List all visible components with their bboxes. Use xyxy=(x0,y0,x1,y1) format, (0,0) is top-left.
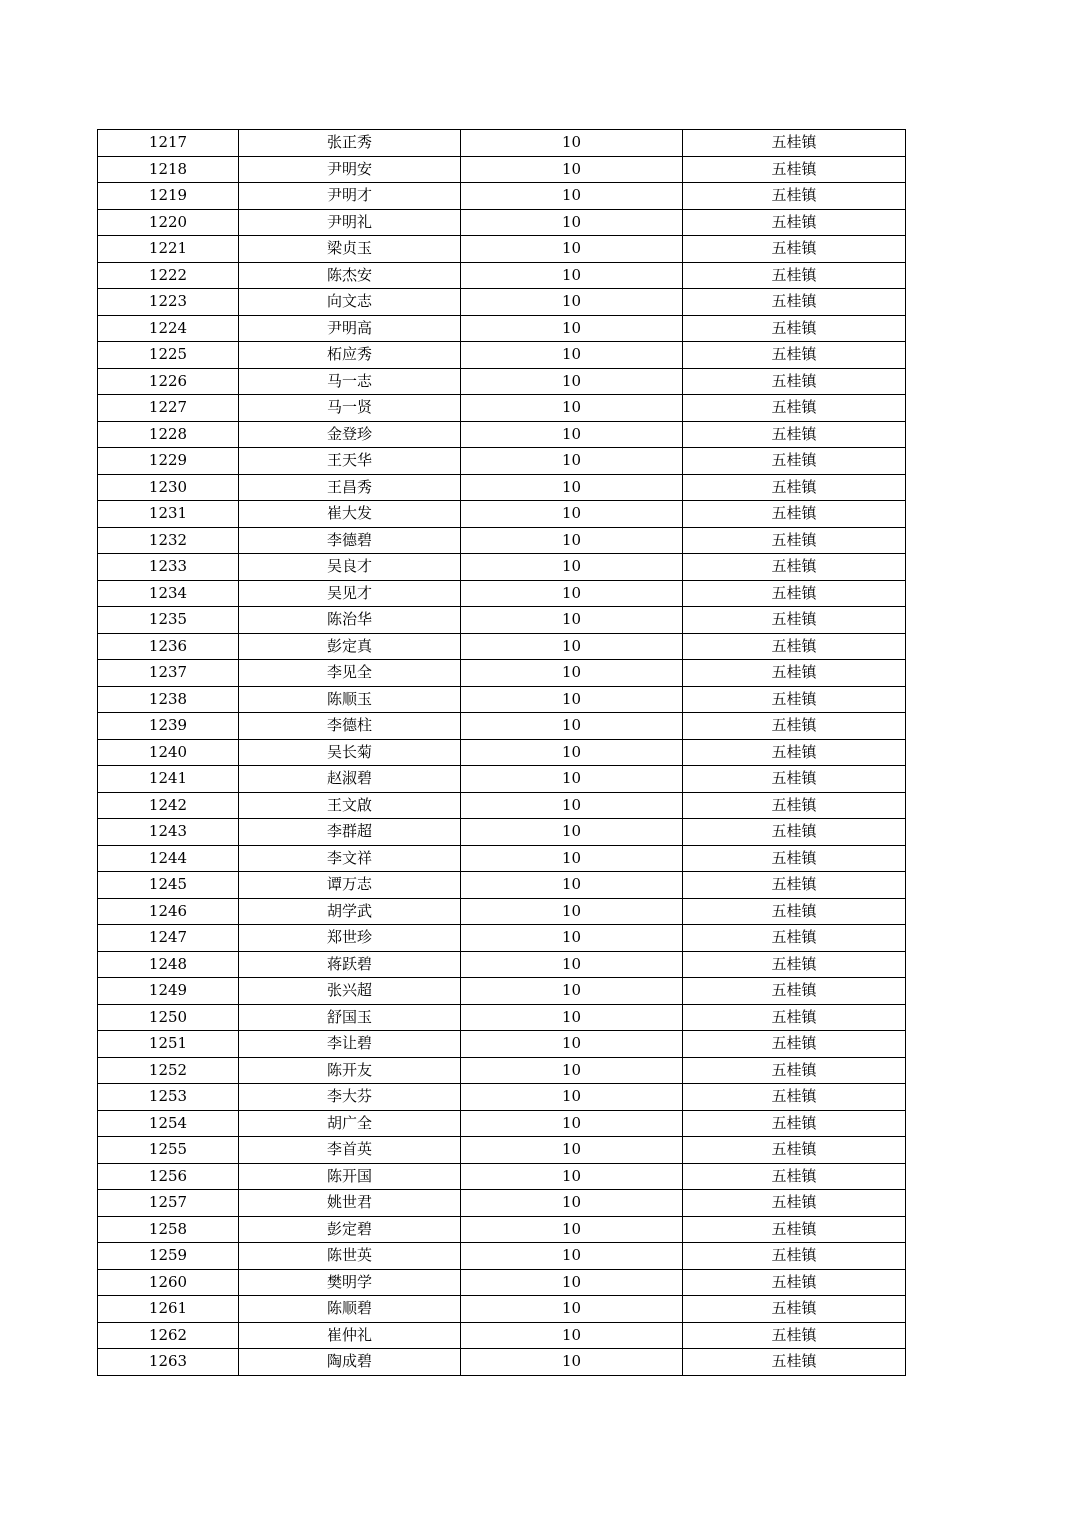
town-cell: 五桂镇 xyxy=(683,792,906,819)
row-number-cell: 1253 xyxy=(98,1084,239,1111)
name-cell: 陈顺碧 xyxy=(239,1296,461,1323)
table-row xyxy=(98,1269,906,1296)
amount-cell: 10 xyxy=(461,501,683,528)
town-cell: 五桂镇 xyxy=(683,1057,906,1084)
name-cell: 尹明安 xyxy=(239,156,461,183)
amount-cell: 10 xyxy=(461,1349,683,1376)
town-cell: 五桂镇 xyxy=(683,236,906,263)
row-number-cell: 1245 xyxy=(98,872,239,899)
town-cell: 五桂镇 xyxy=(683,368,906,395)
row-number-cell: 1246 xyxy=(98,898,239,925)
amount-cell: 10 xyxy=(461,342,683,369)
town-cell: 五桂镇 xyxy=(683,766,906,793)
data-table xyxy=(97,129,906,1376)
table-row xyxy=(98,1216,906,1243)
row-number-cell: 1229 xyxy=(98,448,239,475)
town-cell: 五桂镇 xyxy=(683,1269,906,1296)
amount-cell: 10 xyxy=(461,607,683,634)
table-body xyxy=(98,130,906,1376)
table-row xyxy=(98,633,906,660)
table-row xyxy=(98,1349,906,1376)
table-row xyxy=(98,209,906,236)
row-number-cell: 1235 xyxy=(98,607,239,634)
table-row xyxy=(98,1296,906,1323)
name-cell: 李德碧 xyxy=(239,527,461,554)
name-cell: 张正秀 xyxy=(239,130,461,157)
table-row xyxy=(98,554,906,581)
name-cell: 王文啟 xyxy=(239,792,461,819)
amount-cell: 10 xyxy=(461,898,683,925)
amount-cell: 10 xyxy=(461,236,683,263)
table-row xyxy=(98,501,906,528)
table-row xyxy=(98,951,906,978)
town-cell: 五桂镇 xyxy=(683,1004,906,1031)
row-number-cell: 1247 xyxy=(98,925,239,952)
row-number-cell: 1231 xyxy=(98,501,239,528)
row-number-cell: 1259 xyxy=(98,1243,239,1270)
town-cell: 五桂镇 xyxy=(683,660,906,687)
amount-cell: 10 xyxy=(461,1137,683,1164)
row-number-cell: 1220 xyxy=(98,209,239,236)
table-row xyxy=(98,262,906,289)
table-row xyxy=(98,289,906,316)
amount-cell: 10 xyxy=(461,1110,683,1137)
table-row xyxy=(98,1084,906,1111)
amount-cell: 10 xyxy=(461,686,683,713)
row-number-cell: 1241 xyxy=(98,766,239,793)
name-cell: 陈世英 xyxy=(239,1243,461,1270)
name-cell: 吴见才 xyxy=(239,580,461,607)
name-cell: 陈开友 xyxy=(239,1057,461,1084)
amount-cell: 10 xyxy=(461,633,683,660)
table-row xyxy=(98,236,906,263)
row-number-cell: 1254 xyxy=(98,1110,239,1137)
row-number-cell: 1239 xyxy=(98,713,239,740)
row-number-cell: 1224 xyxy=(98,315,239,342)
town-cell: 五桂镇 xyxy=(683,1190,906,1217)
town-cell: 五桂镇 xyxy=(683,448,906,475)
name-cell: 马一贤 xyxy=(239,395,461,422)
amount-cell: 10 xyxy=(461,580,683,607)
name-cell: 吴长菊 xyxy=(239,739,461,766)
row-number-cell: 1238 xyxy=(98,686,239,713)
name-cell: 李德柱 xyxy=(239,713,461,740)
name-cell: 崔仲礼 xyxy=(239,1322,461,1349)
table-row xyxy=(98,315,906,342)
row-number-cell: 1228 xyxy=(98,421,239,448)
row-number-cell: 1242 xyxy=(98,792,239,819)
row-number-cell: 1263 xyxy=(98,1349,239,1376)
table-row xyxy=(98,183,906,210)
town-cell: 五桂镇 xyxy=(683,686,906,713)
town-cell: 五桂镇 xyxy=(683,474,906,501)
row-number-cell: 1261 xyxy=(98,1296,239,1323)
amount-cell: 10 xyxy=(461,951,683,978)
table-row xyxy=(98,156,906,183)
row-number-cell: 1218 xyxy=(98,156,239,183)
town-cell: 五桂镇 xyxy=(683,633,906,660)
amount-cell: 10 xyxy=(461,1004,683,1031)
name-cell: 陈顺玉 xyxy=(239,686,461,713)
town-cell: 五桂镇 xyxy=(683,1349,906,1376)
town-cell: 五桂镇 xyxy=(683,580,906,607)
table-row xyxy=(98,448,906,475)
name-cell: 李群超 xyxy=(239,819,461,846)
amount-cell: 10 xyxy=(461,554,683,581)
table-row xyxy=(98,872,906,899)
name-cell: 吴良才 xyxy=(239,554,461,581)
table-row xyxy=(98,792,906,819)
amount-cell: 10 xyxy=(461,713,683,740)
town-cell: 五桂镇 xyxy=(683,342,906,369)
name-cell: 李见全 xyxy=(239,660,461,687)
town-cell: 五桂镇 xyxy=(683,262,906,289)
row-number-cell: 1225 xyxy=(98,342,239,369)
town-cell: 五桂镇 xyxy=(683,925,906,952)
amount-cell: 10 xyxy=(461,766,683,793)
table-row xyxy=(98,686,906,713)
town-cell: 五桂镇 xyxy=(683,978,906,1005)
name-cell: 金登珍 xyxy=(239,421,461,448)
row-number-cell: 1243 xyxy=(98,819,239,846)
row-number-cell: 1255 xyxy=(98,1137,239,1164)
amount-cell: 10 xyxy=(461,448,683,475)
amount-cell: 10 xyxy=(461,1243,683,1270)
row-number-cell: 1226 xyxy=(98,368,239,395)
amount-cell: 10 xyxy=(461,1216,683,1243)
row-number-cell: 1257 xyxy=(98,1190,239,1217)
row-number-cell: 1236 xyxy=(98,633,239,660)
amount-cell: 10 xyxy=(461,792,683,819)
amount-cell: 10 xyxy=(461,739,683,766)
town-cell: 五桂镇 xyxy=(683,289,906,316)
town-cell: 五桂镇 xyxy=(683,1110,906,1137)
row-number-cell: 1233 xyxy=(98,554,239,581)
table-row xyxy=(98,713,906,740)
name-cell: 郑世珍 xyxy=(239,925,461,952)
name-cell: 陶成碧 xyxy=(239,1349,461,1376)
row-number-cell: 1250 xyxy=(98,1004,239,1031)
town-cell: 五桂镇 xyxy=(683,1163,906,1190)
name-cell: 姚世君 xyxy=(239,1190,461,1217)
table-row xyxy=(98,1190,906,1217)
town-cell: 五桂镇 xyxy=(683,898,906,925)
row-number-cell: 1244 xyxy=(98,845,239,872)
town-cell: 五桂镇 xyxy=(683,1216,906,1243)
town-cell: 五桂镇 xyxy=(683,421,906,448)
name-cell: 崔大发 xyxy=(239,501,461,528)
amount-cell: 10 xyxy=(461,872,683,899)
town-cell: 五桂镇 xyxy=(683,1243,906,1270)
town-cell: 五桂镇 xyxy=(683,951,906,978)
town-cell: 五桂镇 xyxy=(683,845,906,872)
name-cell: 陈开国 xyxy=(239,1163,461,1190)
row-number-cell: 1230 xyxy=(98,474,239,501)
amount-cell: 10 xyxy=(461,1031,683,1058)
name-cell: 李大芬 xyxy=(239,1084,461,1111)
amount-cell: 10 xyxy=(461,1296,683,1323)
town-cell: 五桂镇 xyxy=(683,739,906,766)
row-number-cell: 1222 xyxy=(98,262,239,289)
name-cell: 舒国玉 xyxy=(239,1004,461,1031)
amount-cell: 10 xyxy=(461,845,683,872)
town-cell: 五桂镇 xyxy=(683,501,906,528)
row-number-cell: 1227 xyxy=(98,395,239,422)
table-row xyxy=(98,925,906,952)
amount-cell: 10 xyxy=(461,1163,683,1190)
row-number-cell: 1232 xyxy=(98,527,239,554)
amount-cell: 10 xyxy=(461,474,683,501)
name-cell: 柘应秀 xyxy=(239,342,461,369)
table-row xyxy=(98,1243,906,1270)
table-row xyxy=(98,368,906,395)
table-row xyxy=(98,607,906,634)
table-row xyxy=(98,527,906,554)
town-cell: 五桂镇 xyxy=(683,1296,906,1323)
town-cell: 五桂镇 xyxy=(683,1031,906,1058)
amount-cell: 10 xyxy=(461,289,683,316)
town-cell: 五桂镇 xyxy=(683,209,906,236)
row-number-cell: 1223 xyxy=(98,289,239,316)
town-cell: 五桂镇 xyxy=(683,183,906,210)
town-cell: 五桂镇 xyxy=(683,395,906,422)
table-row xyxy=(98,739,906,766)
table-row xyxy=(98,474,906,501)
table-row xyxy=(98,819,906,846)
row-number-cell: 1258 xyxy=(98,1216,239,1243)
amount-cell: 10 xyxy=(461,660,683,687)
town-cell: 五桂镇 xyxy=(683,1322,906,1349)
amount-cell: 10 xyxy=(461,1057,683,1084)
town-cell: 五桂镇 xyxy=(683,130,906,157)
table-row xyxy=(98,421,906,448)
town-cell: 五桂镇 xyxy=(683,1084,906,1111)
name-cell: 向文志 xyxy=(239,289,461,316)
amount-cell: 10 xyxy=(461,1269,683,1296)
table-row xyxy=(98,395,906,422)
row-number-cell: 1237 xyxy=(98,660,239,687)
name-cell: 胡广全 xyxy=(239,1110,461,1137)
amount-cell: 10 xyxy=(461,1084,683,1111)
name-cell: 陈杰安 xyxy=(239,262,461,289)
row-number-cell: 1252 xyxy=(98,1057,239,1084)
amount-cell: 10 xyxy=(461,527,683,554)
amount-cell: 10 xyxy=(461,315,683,342)
name-cell: 马一志 xyxy=(239,368,461,395)
row-number-cell: 1248 xyxy=(98,951,239,978)
town-cell: 五桂镇 xyxy=(683,713,906,740)
table-row xyxy=(98,130,906,157)
amount-cell: 10 xyxy=(461,262,683,289)
name-cell: 尹明高 xyxy=(239,315,461,342)
amount-cell: 10 xyxy=(461,395,683,422)
amount-cell: 10 xyxy=(461,421,683,448)
name-cell: 赵淑碧 xyxy=(239,766,461,793)
amount-cell: 10 xyxy=(461,130,683,157)
name-cell: 王天华 xyxy=(239,448,461,475)
name-cell: 李文祥 xyxy=(239,845,461,872)
town-cell: 五桂镇 xyxy=(683,554,906,581)
table-row xyxy=(98,1163,906,1190)
town-cell: 五桂镇 xyxy=(683,1137,906,1164)
table-row xyxy=(98,845,906,872)
row-number-cell: 1251 xyxy=(98,1031,239,1058)
amount-cell: 10 xyxy=(461,209,683,236)
name-cell: 樊明学 xyxy=(239,1269,461,1296)
amount-cell: 10 xyxy=(461,819,683,846)
town-cell: 五桂镇 xyxy=(683,527,906,554)
name-cell: 李首英 xyxy=(239,1137,461,1164)
name-cell: 胡学武 xyxy=(239,898,461,925)
row-number-cell: 1221 xyxy=(98,236,239,263)
row-number-cell: 1217 xyxy=(98,130,239,157)
table-row xyxy=(98,1137,906,1164)
town-cell: 五桂镇 xyxy=(683,872,906,899)
row-number-cell: 1262 xyxy=(98,1322,239,1349)
name-cell: 谭万志 xyxy=(239,872,461,899)
table-row xyxy=(98,342,906,369)
table-row xyxy=(98,978,906,1005)
table-row xyxy=(98,1031,906,1058)
name-cell: 彭定碧 xyxy=(239,1216,461,1243)
name-cell: 尹明才 xyxy=(239,183,461,210)
name-cell: 陈治华 xyxy=(239,607,461,634)
row-number-cell: 1234 xyxy=(98,580,239,607)
name-cell: 张兴超 xyxy=(239,978,461,1005)
table-row xyxy=(98,1004,906,1031)
amount-cell: 10 xyxy=(461,925,683,952)
amount-cell: 10 xyxy=(461,368,683,395)
table-row xyxy=(98,1110,906,1137)
row-number-cell: 1256 xyxy=(98,1163,239,1190)
name-cell: 彭定真 xyxy=(239,633,461,660)
amount-cell: 10 xyxy=(461,156,683,183)
town-cell: 五桂镇 xyxy=(683,156,906,183)
row-number-cell: 1240 xyxy=(98,739,239,766)
table-row xyxy=(98,580,906,607)
amount-cell: 10 xyxy=(461,183,683,210)
amount-cell: 10 xyxy=(461,1190,683,1217)
name-cell: 梁贞玉 xyxy=(239,236,461,263)
name-cell: 李让碧 xyxy=(239,1031,461,1058)
row-number-cell: 1219 xyxy=(98,183,239,210)
table-row xyxy=(98,1057,906,1084)
row-number-cell: 1249 xyxy=(98,978,239,1005)
table-row xyxy=(98,1322,906,1349)
town-cell: 五桂镇 xyxy=(683,315,906,342)
town-cell: 五桂镇 xyxy=(683,819,906,846)
name-cell: 蒋跃碧 xyxy=(239,951,461,978)
name-cell: 尹明礼 xyxy=(239,209,461,236)
amount-cell: 10 xyxy=(461,1322,683,1349)
town-cell: 五桂镇 xyxy=(683,607,906,634)
table-row xyxy=(98,660,906,687)
name-cell: 王昌秀 xyxy=(239,474,461,501)
amount-cell: 10 xyxy=(461,978,683,1005)
row-number-cell: 1260 xyxy=(98,1269,239,1296)
table-row xyxy=(98,766,906,793)
table-row xyxy=(98,898,906,925)
